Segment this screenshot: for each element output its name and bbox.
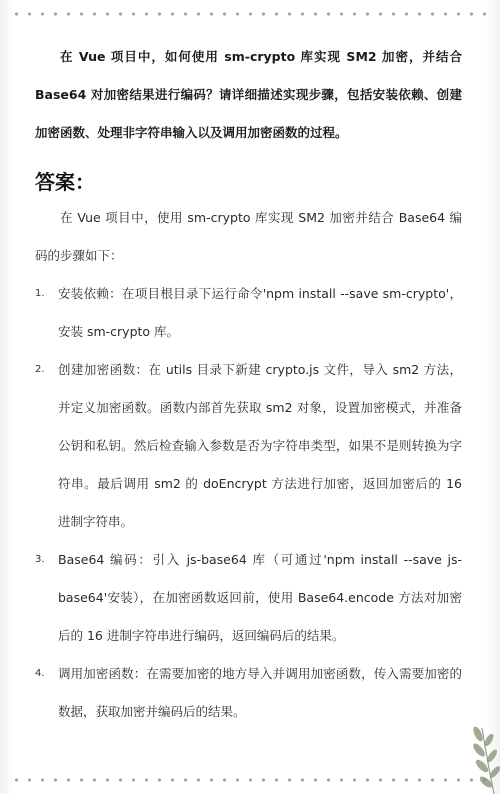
list-item — [35, 541, 462, 655]
list-item — [35, 275, 462, 351]
top-dotted-border — [10, 12, 490, 16]
step-text: 安装依赖：在项目根目录下运行命令'npm install --save sm-crypto'，安装 sm-crypto 库。 — [58, 286, 462, 339]
bottom-dotted-border — [10, 778, 490, 782]
page-edge-shade-left — [0, 0, 14, 794]
list-marker: 2. — [35, 364, 45, 375]
list-marker: 1. — [35, 288, 45, 299]
list-item — [35, 351, 462, 541]
step-text: 创建加密函数：在 utils 目录下新建 crypto.js 文件，导入 sm2 方法，并定义加密函数。函数内部首先获取 sm2 对象，设置加密模式，并准备公钥和私钥。然后检查输入参数是否为字符串类型，如果不是则转换为字符串。最后调用 sm2 的 doEncrypt 方法进行加密，返回加密后的 16 进制字符串。 — [58, 362, 462, 529]
steps-list — [35, 275, 462, 731]
leaf-icon — [460, 724, 500, 794]
question-text: 在 Vue 项目中，如何使用 sm-crypto 库实现 SM2 加密，并结合 Base64 对加密结果进行编码？请详细描述实现步骤，包括安装依赖、创建加密函数、处理非字符串输入以及调用加密函数的过程。 — [35, 49, 462, 140]
document-content — [35, 38, 462, 731]
answer-intro: 在 Vue 项目中，使用 sm-crypto 库实现 SM2 加密并结合 Base64 编码的步骤如下： — [35, 210, 462, 263]
answer-heading: 答案： — [35, 170, 95, 194]
list-marker: 4. — [35, 668, 45, 679]
page-edge-shade-right — [486, 0, 500, 794]
step-text: 调用加密函数：在需要加密的地方导入并调用加密函数，传入需要加密的数据，获取加密并编码后的结果。 — [58, 666, 462, 719]
list-marker: 3. — [35, 554, 45, 565]
list-item — [35, 655, 462, 731]
step-text: Base64 编码：引入 js-base64 库（可通过'npm install --save js-base64'安装），在加密函数返回前，使用 Base64.encode 方法对加密后的 16 进制字符串进行编码，返回编码后的结果。 — [58, 552, 462, 643]
